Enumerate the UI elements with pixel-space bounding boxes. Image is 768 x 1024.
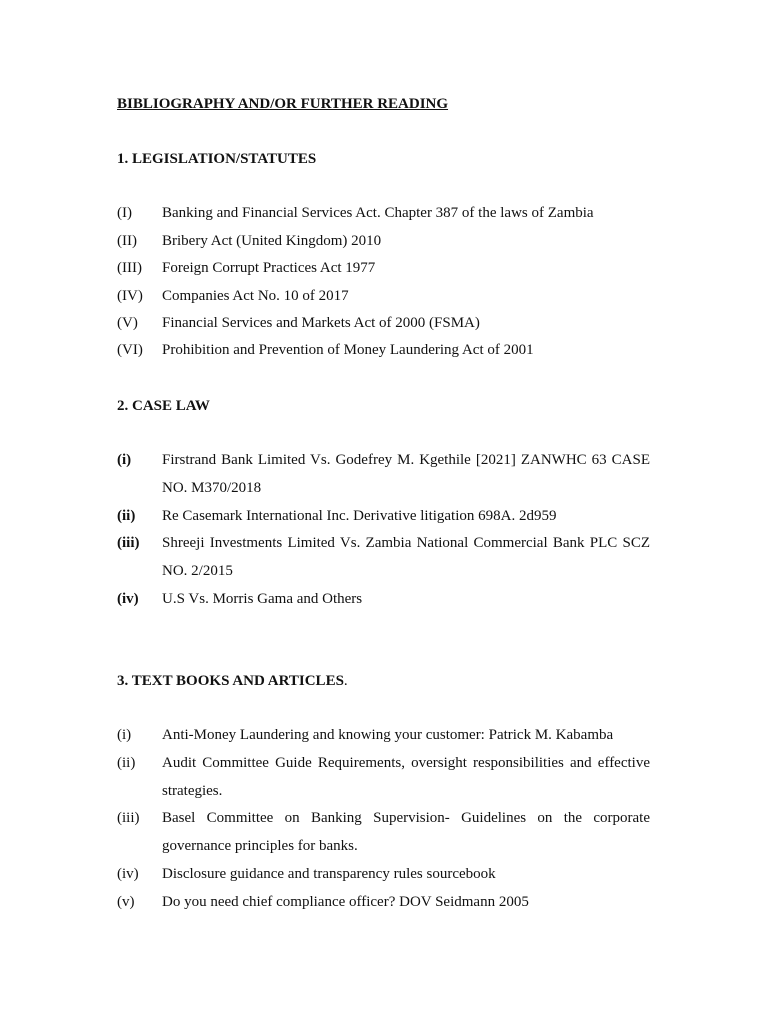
list-item bbox=[117, 254, 650, 282]
item-text: Shreeji Investments Limited Vs. Zambia National Commercial Bank PLC SCZ NO. 2/2015 bbox=[162, 535, 650, 579]
list-item bbox=[117, 502, 650, 530]
item-text: Audit Committee Guide Requirements, oversight responsibilities and effective strategies. bbox=[162, 755, 650, 799]
item-text: U.S Vs. Morris Gama and Others bbox=[162, 591, 363, 607]
list-item bbox=[117, 529, 650, 585]
item-number: (I) bbox=[117, 205, 132, 221]
item-text: Disclosure guidance and transparency rules sourcebook bbox=[162, 866, 496, 882]
list-item bbox=[117, 804, 650, 860]
list-item bbox=[117, 888, 650, 916]
document-title: BIBLIOGRAPHY AND/OR FURTHER READING bbox=[117, 96, 449, 112]
list-item bbox=[117, 227, 650, 255]
list-item bbox=[117, 585, 650, 613]
list-item bbox=[117, 309, 650, 337]
list-item bbox=[117, 446, 650, 502]
item-number: (IV) bbox=[117, 288, 143, 304]
section-heading-legislation: 1. LEGISLATION/STATUTES bbox=[117, 151, 317, 167]
list-item bbox=[117, 282, 650, 310]
list-item bbox=[117, 199, 650, 227]
list-item bbox=[117, 749, 650, 805]
item-number: (V) bbox=[117, 315, 138, 331]
item-text: Companies Act No. 10 of 2017 bbox=[162, 288, 349, 304]
section-heading-trail: . bbox=[343, 673, 348, 689]
list-item bbox=[117, 860, 650, 888]
item-number: (ii) bbox=[117, 755, 136, 771]
item-number: (iii) bbox=[117, 810, 140, 826]
item-number: (i) bbox=[117, 452, 132, 468]
item-text: Financial Services and Markets Act of 2000 (FSMA) bbox=[162, 315, 480, 331]
item-number: (II) bbox=[117, 233, 137, 249]
item-text: Prohibition and Prevention of Money Laundering Act of 2001 bbox=[162, 342, 534, 358]
section-heading-text-books bbox=[117, 672, 348, 690]
item-text: Firstrand Bank Limited Vs. Godefrey M. Kgethile [2021] ZANWHC 63 CASE NO. M370/2018 bbox=[162, 452, 650, 496]
item-number: (VI) bbox=[117, 342, 143, 358]
item-text: Banking and Financial Services Act. Chapter 387 of the laws of Zambia bbox=[162, 205, 594, 221]
item-number: (v) bbox=[117, 894, 135, 910]
list-item bbox=[117, 336, 650, 364]
item-text: Re Casemark International Inc. Derivative litigation 698A. 2d959 bbox=[162, 508, 557, 524]
item-number: (iv) bbox=[117, 591, 139, 607]
item-text: Anti-Money Laundering and knowing your customer: Patrick M. Kabamba bbox=[162, 727, 614, 743]
item-number: (III) bbox=[117, 260, 142, 276]
item-text: Foreign Corrupt Practices Act 1977 bbox=[162, 260, 376, 276]
item-number: (iv) bbox=[117, 866, 139, 882]
item-text: Basel Committee on Banking Supervision- Guidelines on the corporate governance principles for banks. bbox=[162, 810, 650, 854]
list-item bbox=[117, 721, 650, 749]
item-number: (i) bbox=[117, 727, 132, 743]
item-number: (ii) bbox=[117, 508, 136, 524]
item-number: (iii) bbox=[117, 535, 140, 551]
item-text: Do you need chief compliance officer? DOV Seidmann 2005 bbox=[162, 894, 529, 910]
item-text: Bribery Act (United Kingdom) 2010 bbox=[162, 233, 382, 249]
section-heading-case-law: 2. CASE LAW bbox=[117, 398, 210, 414]
section-heading-text: 3. TEXT BOOKS AND ARTICLES bbox=[117, 673, 344, 689]
